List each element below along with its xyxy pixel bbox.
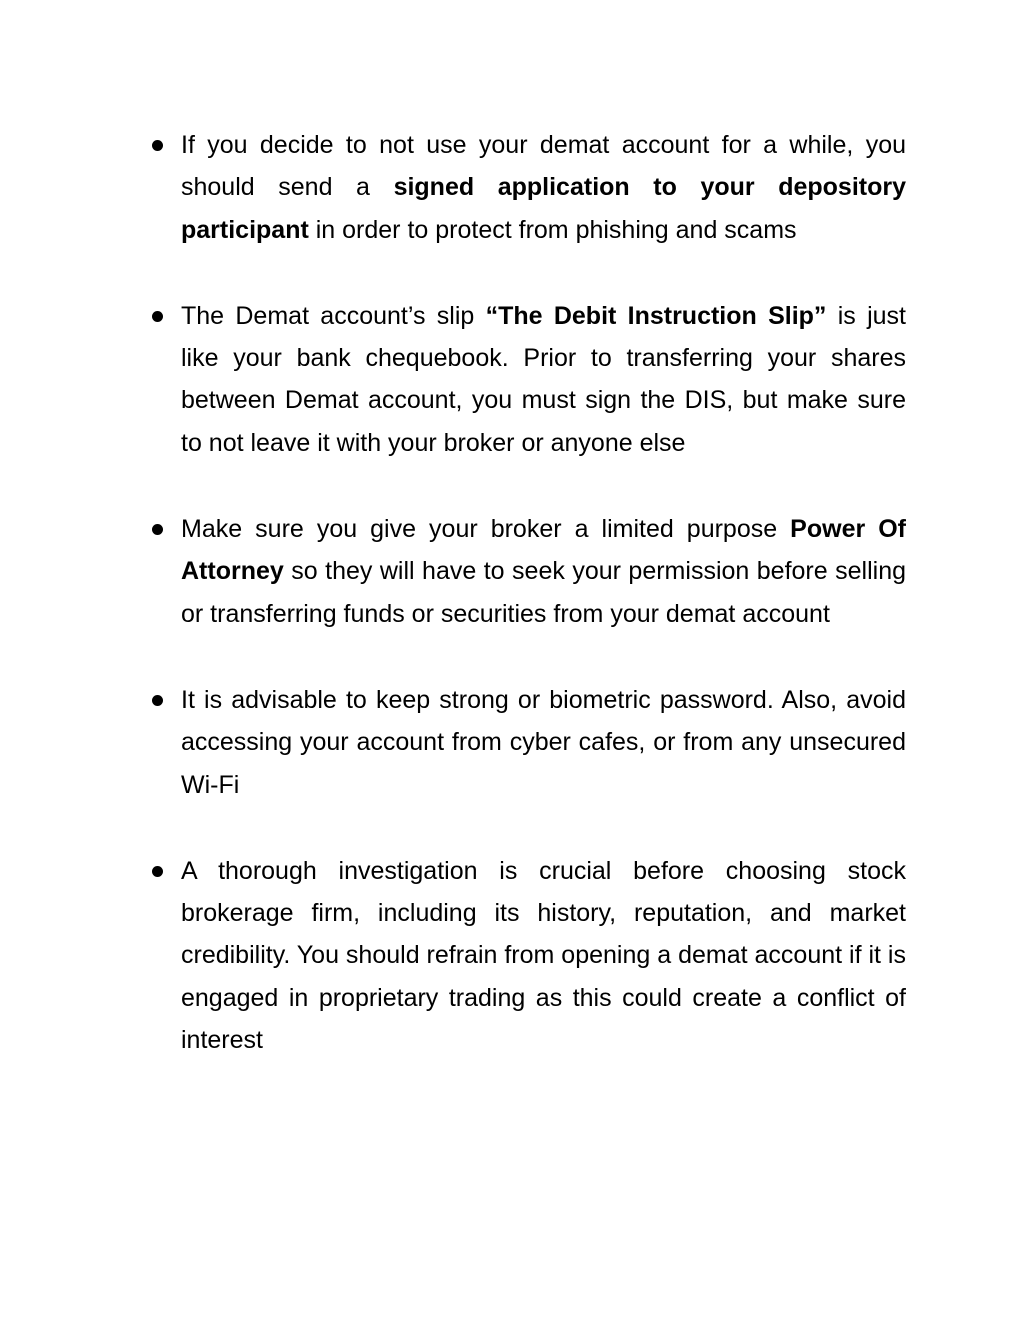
bullet-item-phishing xyxy=(150,124,906,251)
bullet-text-segment: so they will have to seek your permission before selling or transferring funds or securities from your demat account xyxy=(181,557,906,628)
bullet-text-bold-segment: “The Debit Instruction Slip” xyxy=(485,301,827,330)
bullet-item-investigation xyxy=(150,850,906,1061)
bullet-text xyxy=(181,515,906,628)
bullet-list xyxy=(150,124,906,1105)
bullet-text-segment: A thorough investigation is crucial before choosing stock brokerage firm, including its history, reputation, and market credibility. You should refrain from opening a demat account if it is engaged in proprietary trading as this could create a conflict of interest xyxy=(181,856,906,1055)
bullet-text-segment: in order to protect from phishing and scams xyxy=(308,215,797,244)
bullet-text-segment: Make sure you give your broker a limited purpose xyxy=(181,515,791,544)
bullet-text-segment: The Demat account’s slip xyxy=(181,301,486,330)
bullet-text-segment: is just like your bank chequebook. Prior to transferring your shares between Demat account, you must sign the DIS, but make sure to not leave it with your broker or anyone else xyxy=(181,301,906,457)
bullet-text-segment: If you decide to not use your demat account for a while, you should send a xyxy=(181,131,906,202)
bullet-icon xyxy=(152,311,163,322)
bullet-icon xyxy=(152,695,163,706)
bullet-item-power-of-attorney xyxy=(150,508,906,635)
bullet-icon xyxy=(152,524,163,535)
bullet-text-bold-segment: Power Of Attorney xyxy=(181,515,906,586)
bullet-item-password xyxy=(150,679,906,806)
bullet-text xyxy=(181,131,906,244)
bullet-text xyxy=(181,857,906,1054)
bullet-text xyxy=(181,686,906,799)
bullet-icon xyxy=(152,866,163,877)
bullet-text-bold-segment: signed application to your depository participant xyxy=(181,173,907,244)
bullet-item-debit-slip xyxy=(150,295,906,464)
bullet-icon xyxy=(152,140,163,151)
bullet-text-segment: It is advisable to keep strong or biometric password. Also, avoid accessing your account from cyber cafes, or from any unsecured Wi-Fi xyxy=(181,685,906,799)
bullet-text xyxy=(181,302,906,457)
